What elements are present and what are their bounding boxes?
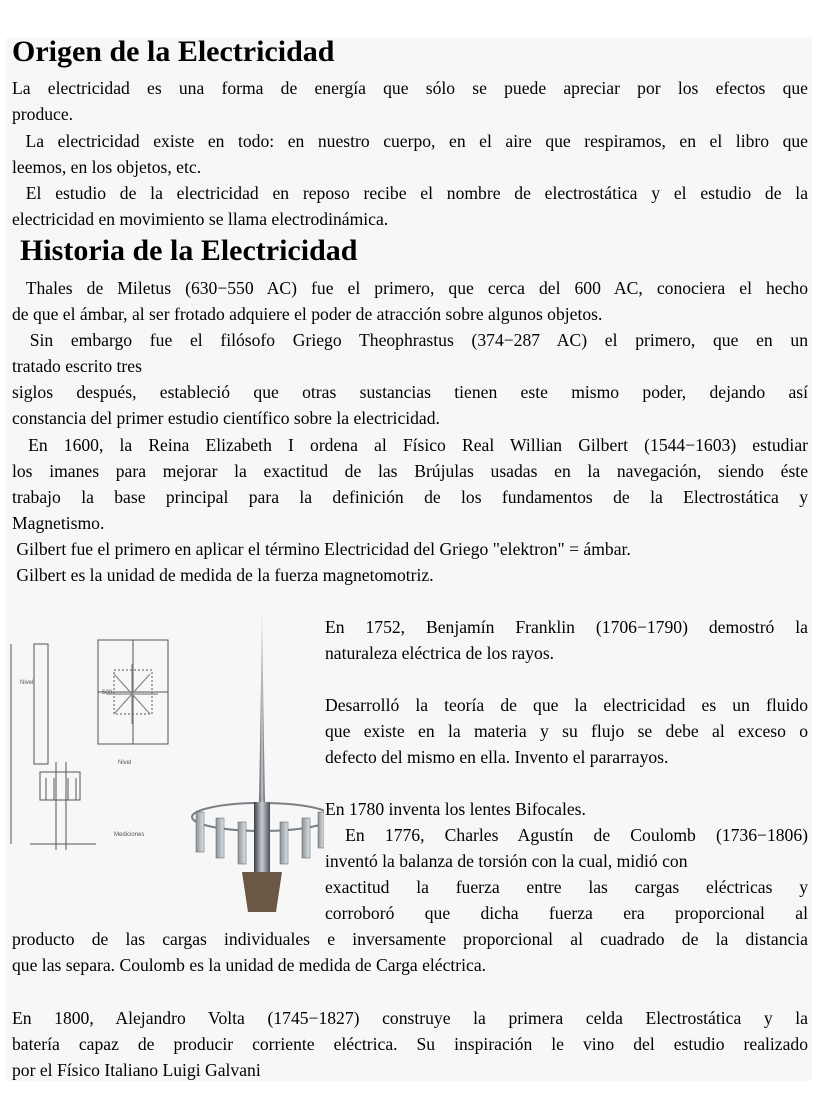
paragraph-line: los imanes para mejorar la exactitud de las Brújulas usadas en la navegación, siendo éste [12, 461, 808, 481]
column-line: naturaleza eléctrica de los rayos. [325, 643, 555, 663]
figure-label: 500 [102, 690, 113, 696]
paragraph-line: En 1800, Alejandro Volta (1745−1827) construye la primera celda Electrostática y la [12, 1008, 808, 1028]
column-line: Desarrolló la teoría de que la electricidad es un fluido [325, 695, 808, 715]
paragraph-line: Gilbert fue el primero en aplicar el término Electricidad del Griego "elektron" = ámbar. [12, 539, 631, 559]
paragraph-line: de que el ámbar, al ser frotado adquiere el poder de atracción sobre algunos objetos. [12, 304, 603, 324]
paragraph-line: siglos después, estableció que otras sustancias tienen este mismo poder, dejando así [12, 382, 808, 402]
section-title-origen: Origen de la Electricidad [12, 35, 335, 68]
paragraph-line: batería capaz de producir corriente eléctrica. Su inspiración le vino del estudio realizado [12, 1034, 808, 1054]
figure-label: Mediciones [114, 832, 145, 838]
paragraph-line: El estudio de la electricidad en reposo recibe el nombre de electrostática y el estudio de la [12, 183, 808, 203]
paragraph-line: La electricidad existe en todo: en nuestro cuerpo, en el aire que respiramos, en el libro que [12, 131, 808, 151]
column-line: En 1752, Benjamín Franklin (1706−1790) demostró la [325, 617, 808, 637]
column-line: inventó la balanza de torsión con la cual, midió con [325, 851, 688, 871]
column-line: exactitud la fuerza entre las cargas eléctricas y [325, 877, 808, 897]
column-line: En 1780 inventa los lentes Bifocales. [325, 799, 586, 819]
paragraph-line: Gilbert es la unidad de medida de la fuerza magnetomotriz. [12, 565, 434, 585]
paragraph-line: trabajo la base principal para la definición de los fundamentos de la Electrostática y [12, 487, 808, 507]
paragraph-line: La electricidad es una forma de energía que sólo se puede apreciar por los efectos que [12, 78, 808, 98]
paragraph-line: leemos, en los objetos, etc. [12, 157, 202, 177]
paragraph-line: Sin embargo fue el filósofo Griego Theophrastus (374−287 AC) el primero, que en un [12, 330, 808, 350]
paragraph-line: Thales de Miletus (630−550 AC) fue el primero, que cerca del 600 AC, conociera el hecho [12, 278, 808, 298]
paragraph-line: Magnetismo. [12, 513, 105, 533]
lightning-rod-drawing-icon [6, 612, 324, 912]
paragraph-line: tratado escrito tres [12, 356, 142, 376]
column-line: corroboró que dicha fuerza era proporcional al [325, 903, 808, 923]
paragraph-line: constancia del primer estudio científico sobre la electricidad. [12, 408, 440, 428]
paragraph-line: En 1600, la Reina Elizabeth I ordena al Físico Real Willian Gilbert (1544−1603) estudiar [12, 435, 808, 455]
paragraph-line: que las separa. Coulomb es la unidad de medida de Carga eléctrica. [12, 955, 487, 975]
figure-label: Nivel [20, 680, 34, 686]
column-line: defecto del mismo en ella. Invento el pararrayos. [325, 747, 669, 767]
column-line: que existe en la materia y su flujo se debe al exceso o [325, 721, 808, 741]
paragraph-line: producto de las cargas individuales e inversamente proporcional al cuadrado de la distancia [12, 929, 808, 949]
figure-label: Nivel [118, 760, 132, 766]
paragraph-line: por el Físico Italiano Luigi Galvani [12, 1060, 261, 1080]
paragraph-line: electricidad en movimiento se llama electrodinámica. [12, 209, 389, 229]
section-title-historia: Historia de la Electricidad [20, 234, 358, 267]
column-line: En 1776, Charles Agustín de Coulomb (1736−1806) [325, 825, 808, 845]
paragraph-line: produce. [12, 104, 74, 124]
